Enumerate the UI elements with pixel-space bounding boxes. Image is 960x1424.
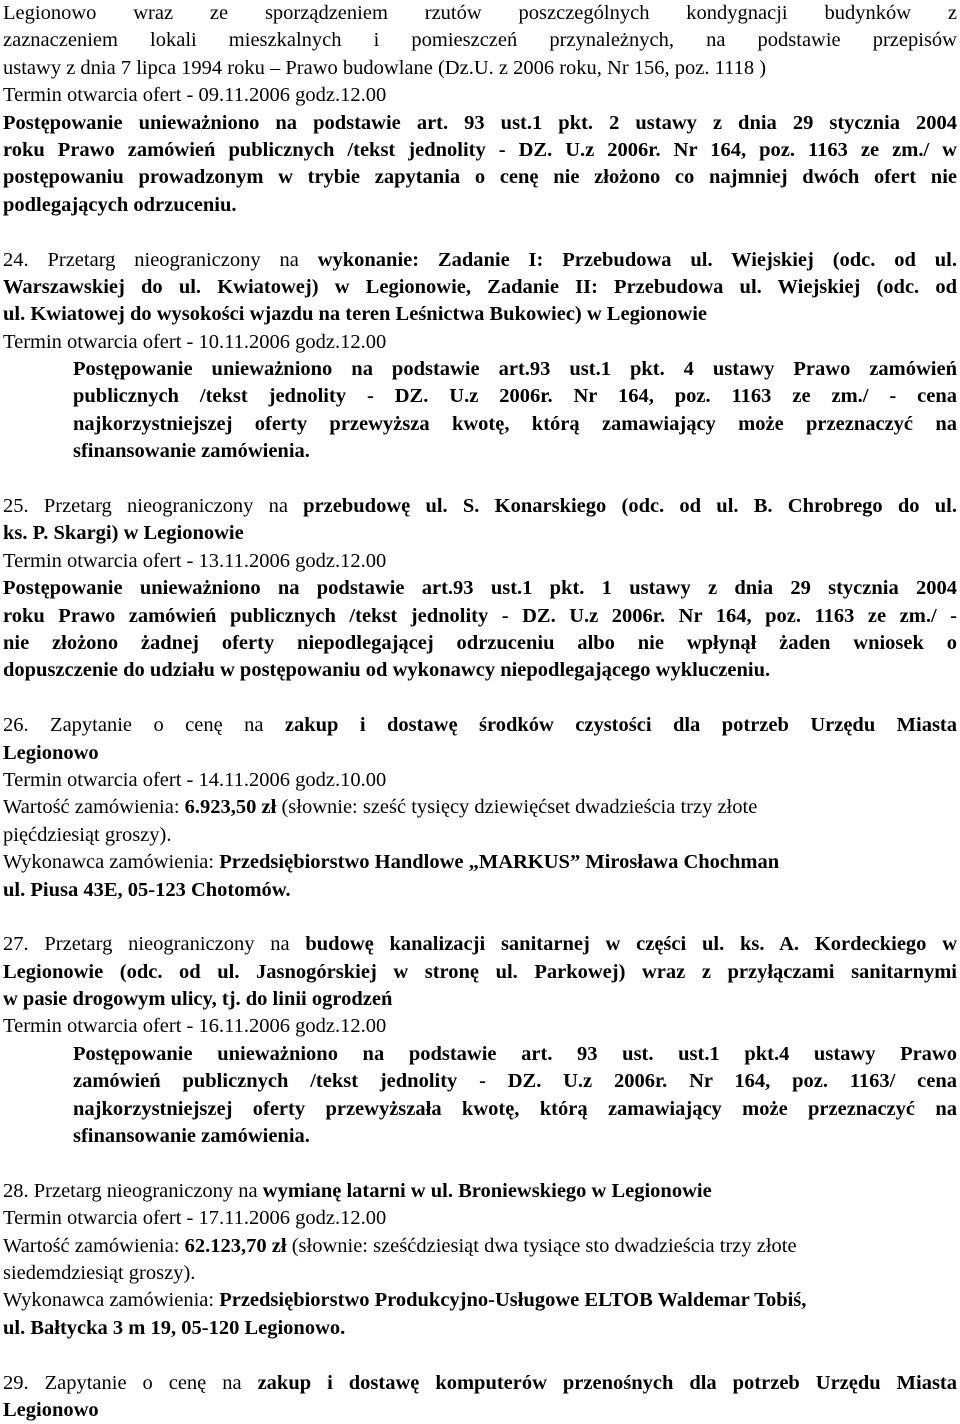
order-value: [3, 794, 957, 821]
item-subject: budowę kanalizacji sanitarnej w części ul. ks. A. Kordeckiego w: [305, 933, 957, 956]
contractor-name: Przedsiębiorstwo Handlowe „MARKUS” Mirosława Chochman: [219, 851, 780, 874]
status-line: nie złożono żadnej oferty niepodlegającej odrzuceniu albo nie wpłynął żaden wniosek o: [3, 631, 957, 654]
order-value-words: (słownie: sześćdziesiąt dwa tysiące sto dwadzieścia trzy złote: [286, 1234, 797, 1257]
opening-date: Termin otwarcia ofert - 16.11.2006 godz.12.00: [3, 1015, 387, 1038]
item-29: [3, 1370, 957, 1424]
text-line: zaznaczeniem lokali mieszkalnych i pomieszczeń przynależnych, na podstawie przepisów: [3, 29, 957, 52]
order-value-label: Wartość zamówienia:: [3, 1234, 185, 1257]
status-line: roku Prawo zamówień publicznych /tekst jednolity - DZ. U.z 2006r. Nr 164, poz. 1163 ze zm./ -: [3, 604, 957, 627]
item-title-line: Legionowo: [3, 741, 99, 764]
contractor: [3, 849, 957, 876]
order-value: [3, 1233, 957, 1260]
opening-date: Termin otwarcia ofert - 14.11.2006 godz.10.00: [3, 768, 387, 791]
contractor-label: Wykonawca zamówienia:: [3, 851, 220, 874]
item-subject: przebudowę ul. S. Konarskiego (odc. od ul. B. Chrobrego do ul.: [303, 495, 957, 518]
item-subject: zakup i dostawę komputerów przenośnych dla potrzeb Urzędu Miasta: [257, 1371, 957, 1394]
item-title-line: Legionowie (odc. od ul. Jasnogórskiej w stronę ul. Parkowej) wraz z przyłączami sanitarnymi: [3, 960, 957, 983]
status-line: najkorzystniejszej oferty przewyższa kwotę, którą zamawiający może przeznaczyć na: [73, 412, 957, 435]
contractor-name: Przedsiębiorstwo Produkcyjno-Usługowe ELTOB Waldemar Tobiś,: [219, 1289, 807, 1312]
status-line: Postępowanie unieważniono na podstawie art.93 ust.1 pkt. 4 ustawy Prawo zamówień: [73, 358, 957, 381]
item-type: 27. Przetarg nieograniczony na: [3, 933, 306, 956]
order-value-words: (słownie: sześć tysięcy dziewięćset dwadzieścia trzy złote: [276, 796, 758, 819]
status-line: roku Prawo zamówień publicznych /tekst jednolity - DZ. U.z 2006r. Nr 164, poz. 1163 ze zm./ w: [3, 138, 957, 161]
item-title-line: Warszawskiej do ul. Kwiatowej) w Legionowie, Zadanie II: Przebudowa ul. Wiejskiej (odc. od: [3, 275, 957, 298]
status-line: Postępowanie unieważniono na podstawie art. 93 ust.1 pkt. 2 ustawy z dnia 29 stycznia 2004: [3, 111, 957, 134]
item-title-line: w pasie drogowym ulicy, tj. do linii ogrodzeń: [3, 988, 393, 1011]
item-27: [3, 931, 957, 1150]
item-type: 26. Zapytanie o cenę na: [3, 714, 285, 737]
item-title-line: [3, 247, 957, 274]
text-line: ustawy z dnia 7 lipca 1994 roku – Prawo budowlane (Dz.U. z 2006 roku, Nr 156, poz. 1118 ): [3, 56, 767, 79]
status-line: podlegających odrzuceniu.: [3, 193, 237, 216]
status-line: postępowaniu prowadzonym w trybie zapytania o cenę nie złożono co najmniej dwóch ofert nie: [3, 166, 957, 189]
order-value-words-cont: pięćdziesiąt groszy).: [3, 823, 172, 846]
opening-date: Termin otwarcia ofert - 09.11.2006 godz.12.00: [3, 84, 387, 107]
status-line: najkorzystniejszej oferty przewyższała kwotę, którą zamawiający może przeznaczyć na: [73, 1097, 957, 1120]
contractor-address: ul. Piusa 43E, 05-123 Chotomów.: [3, 878, 291, 901]
item-subject: wykonanie: Zadanie I: Przebudowa ul. Wiejskiej (odc. od ul.: [317, 248, 957, 271]
item-25: [3, 493, 957, 685]
opening-date: Termin otwarcia ofert - 13.11.2006 godz.12.00: [3, 549, 387, 572]
opening-date: Termin otwarcia ofert - 10.11.2006 godz.12.00: [3, 330, 387, 353]
status-line: sfinansowanie zamówienia.: [73, 440, 310, 463]
status-line: dopuszczenie do udziału w postępowaniu od wykonawcy niepodlegającego wykluczeniu.: [3, 659, 771, 682]
document-page: [3, 0, 957, 1424]
item-title-line: [3, 493, 957, 520]
status-line: publicznych /tekst jednolity - DZ. U.z 2006r. Nr 164, poz. 1163 ze zm./ - cena: [73, 385, 957, 408]
order-value-words-cont: siedemdziesiąt groszy).: [3, 1261, 196, 1284]
item-26: [3, 712, 957, 904]
item-title-line: [3, 931, 957, 958]
item-title-line: [3, 712, 957, 739]
order-value-amount: 6.923,50 zł: [184, 796, 277, 819]
contractor: [3, 1287, 957, 1314]
item-type: 24. Przetarg nieograniczony na: [3, 248, 318, 271]
opening-date: Termin otwarcia ofert - 17.11.2006 godz.12.00: [3, 1207, 387, 1230]
status-line: sfinansowanie zamówienia.: [73, 1125, 310, 1148]
status-line: Postępowanie unieważniono na podstawie art. 93 ust. ust.1 pkt.4 ustawy Prawo: [73, 1042, 957, 1065]
item-28: [3, 1178, 957, 1342]
item-subject: wymianę latarni w ul. Broniewskiego w Legionowie: [262, 1179, 712, 1202]
contractor-label: Wykonawca zamówienia:: [3, 1289, 220, 1312]
item-title-line: ul. Kwiatowej do wysokości wjazdu na teren Leśnictwa Bukowiec) w Legionowie: [3, 303, 708, 326]
order-value-amount: 62.123,70 zł: [184, 1234, 287, 1257]
item-title-line: [3, 1370, 957, 1397]
item-title-line: ks. P. Skargi) w Legionowie: [3, 522, 244, 545]
order-value-label: Wartość zamówienia:: [3, 796, 185, 819]
status-line: zamówień publicznych /tekst jednolity - DZ. U.z 2006r. Nr 164, poz. 1163/ cena: [73, 1070, 957, 1093]
item-type: 25. Przetarg nieograniczony na: [3, 495, 304, 518]
status-block: [3, 1041, 957, 1151]
item-title-line: [3, 1178, 957, 1205]
item-subject: zakup i dostawę środków czystości dla potrzeb Urzędu Miasta: [284, 714, 957, 737]
item-type: 28. Przetarg nieograniczony na: [3, 1179, 263, 1202]
item-24: [3, 247, 957, 466]
text-line: Legionowo wraz ze sporządzeniem rzutów poszczególnych kondygnacji budynków z: [3, 2, 957, 24]
item-title-line: Legionowo: [3, 1398, 99, 1421]
status-line: Postępowanie unieważniono na podstawie art.93 ust.1 pkt. 1 ustawy z dnia 29 stycznia 2004: [3, 577, 957, 600]
status-block: [3, 356, 957, 466]
item-type: 29. Zapytanie o cenę na: [3, 1371, 258, 1394]
contractor-address: ul. Bałtycka 3 m 19, 05-120 Legionowo.: [3, 1316, 346, 1339]
intro-section: [3, 0, 957, 219]
